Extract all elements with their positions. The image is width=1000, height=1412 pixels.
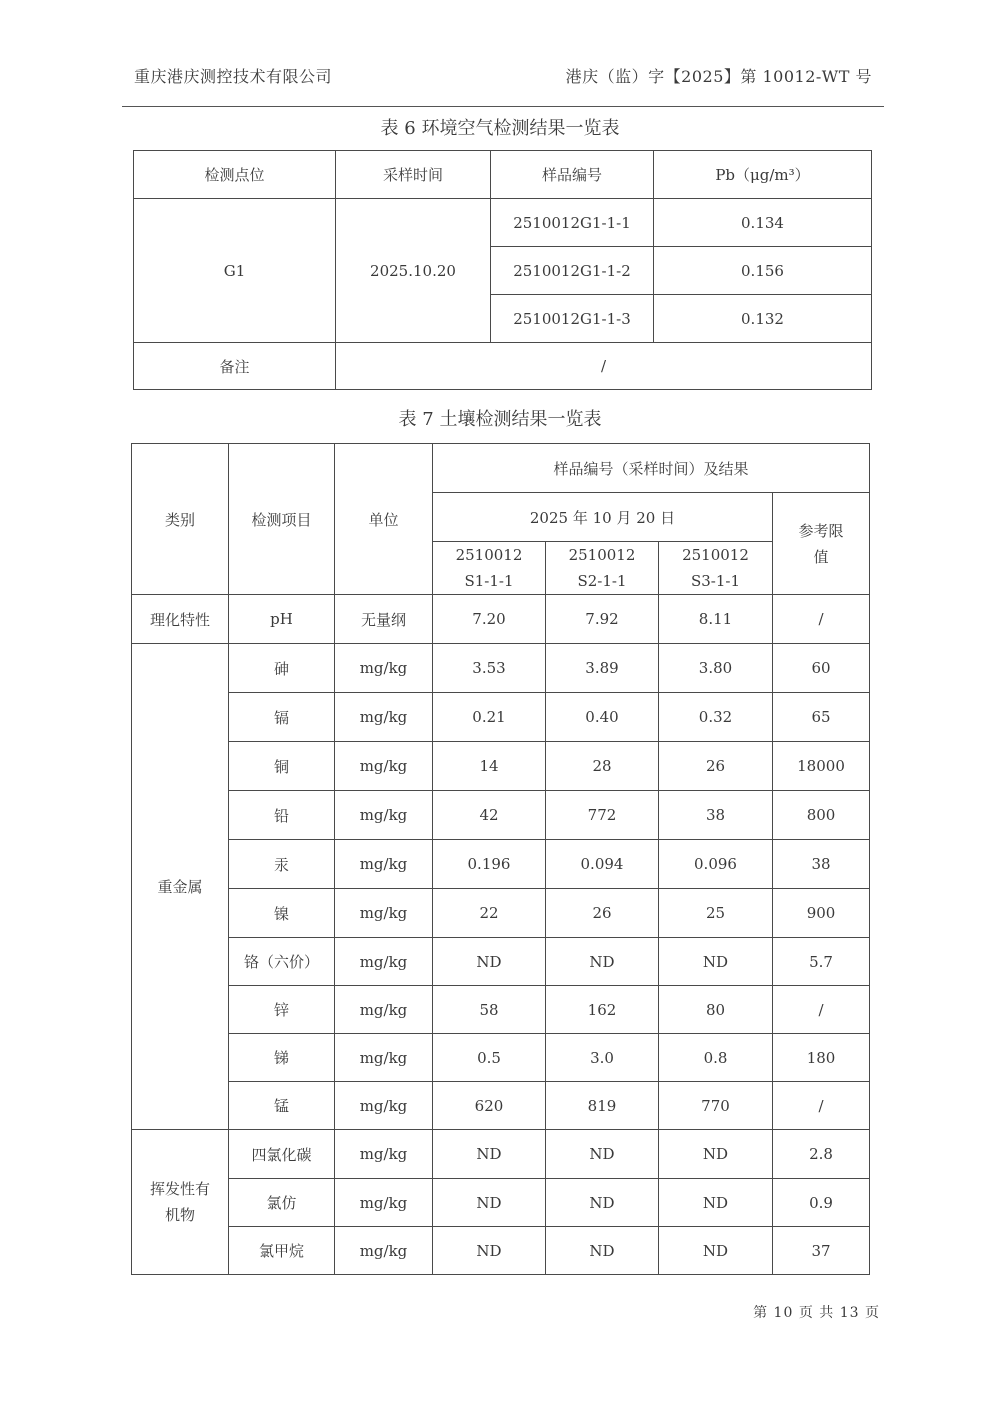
- limit-cell: 18000: [773, 742, 870, 791]
- sample-header-s1: [433, 542, 546, 595]
- value-cell: ND: [546, 938, 659, 986]
- limit-cell: 65: [773, 693, 870, 742]
- sample-header-s2: [546, 542, 659, 595]
- limit-cell: 800: [773, 791, 870, 840]
- value-cell: 14: [433, 742, 546, 791]
- item-cell: 汞: [229, 840, 335, 889]
- item-cell: 四氯化碳: [229, 1130, 335, 1179]
- value-cell: ND: [659, 1179, 773, 1227]
- value-cell: 0.5: [433, 1034, 546, 1082]
- item-cell: 镍: [229, 889, 335, 938]
- col-header-group: 样品编号（采样时间）及结果: [433, 444, 870, 493]
- value-cell: 0.094: [546, 840, 659, 889]
- page-number: 第 10 页 共 13 页: [753, 1305, 880, 1321]
- category-physchem: 理化特性: [132, 595, 229, 644]
- sample-id-line2: S3-1-1: [690, 572, 741, 590]
- item-cell: 氯甲烷: [229, 1227, 335, 1275]
- remark-row: [134, 343, 872, 390]
- value-cell: ND: [433, 1227, 546, 1275]
- value-cell: 772: [546, 791, 659, 840]
- value-cell: 0.32: [659, 693, 773, 742]
- value-cell: ND: [546, 1179, 659, 1227]
- value-cell: 25: [659, 889, 773, 938]
- unit-cell: mg/kg: [335, 644, 433, 693]
- value-cell: ND: [659, 938, 773, 986]
- soil-test-table: [131, 443, 870, 1275]
- value-cell: 42: [433, 791, 546, 840]
- value-cell: 28: [546, 742, 659, 791]
- header-rule: [122, 106, 884, 107]
- table-row: [132, 644, 870, 693]
- unit-cell: mg/kg: [335, 986, 433, 1034]
- value-cell: 770: [659, 1082, 773, 1130]
- limit-cell: /: [773, 595, 870, 644]
- value-cell: 26: [546, 889, 659, 938]
- unit-cell: 无量纲: [335, 595, 433, 644]
- table-row: [132, 1179, 870, 1227]
- item-cell: 镉: [229, 693, 335, 742]
- sample-cell: 2510012G1-1-2: [491, 247, 654, 295]
- value-cell: 26: [659, 742, 773, 791]
- limit-cell: 37: [773, 1227, 870, 1275]
- unit-cell: mg/kg: [335, 938, 433, 986]
- value-cell: ND: [433, 938, 546, 986]
- table-row: [132, 1130, 870, 1179]
- table-row: [132, 1227, 870, 1275]
- limit-cell: /: [773, 986, 870, 1034]
- unit-cell: mg/kg: [335, 889, 433, 938]
- item-cell: pH: [229, 595, 335, 644]
- table-row: [134, 199, 872, 247]
- value-cell: 22: [433, 889, 546, 938]
- table-row: [132, 791, 870, 840]
- unit-cell: mg/kg: [335, 1082, 433, 1130]
- sample-id-line1: 2510012: [568, 546, 636, 564]
- value-cell: ND: [659, 1130, 773, 1179]
- category-voc: [132, 1130, 229, 1275]
- unit-cell: mg/kg: [335, 1179, 433, 1227]
- value-cell: 819: [546, 1082, 659, 1130]
- sample-id-line2: S2-1-1: [577, 572, 627, 590]
- value-cell: 0.8: [659, 1034, 773, 1082]
- sample-header-s3: [659, 542, 773, 595]
- item-cell: 砷: [229, 644, 335, 693]
- unit-cell: mg/kg: [335, 742, 433, 791]
- value-cell: ND: [433, 1130, 546, 1179]
- value-cell: 80: [659, 986, 773, 1034]
- value-cell: 8.11: [659, 595, 773, 644]
- value-cell: 3.53: [433, 644, 546, 693]
- sample-cell: 2510012G1-1-3: [491, 295, 654, 343]
- table-row: [132, 986, 870, 1034]
- value-cell: 7.92: [546, 595, 659, 644]
- col-header-unit: 单位: [335, 444, 433, 595]
- category-metals: 重金属: [132, 644, 229, 1130]
- item-cell: 锑: [229, 1034, 335, 1082]
- sample-cell: 2510012G1-1-1: [491, 199, 654, 247]
- col-header-pb: Pb（μg/m³）: [654, 151, 872, 199]
- item-cell: 锰: [229, 1082, 335, 1130]
- air-test-table: [133, 150, 872, 390]
- value-cell: 7.20: [433, 595, 546, 644]
- limit-header-text: 参考限值: [798, 521, 844, 566]
- item-cell: 氯仿: [229, 1179, 335, 1227]
- value-cell: 58: [433, 986, 546, 1034]
- limit-cell: 60: [773, 644, 870, 693]
- unit-cell: mg/kg: [335, 840, 433, 889]
- col-header-time: 采样时间: [336, 151, 491, 199]
- limit-cell: 5.7: [773, 938, 870, 986]
- table7-caption: 表 7 土壤检测结果一览表: [398, 409, 602, 430]
- unit-cell: mg/kg: [335, 1130, 433, 1179]
- value-cell: ND: [546, 1130, 659, 1179]
- value-cell: 38: [659, 791, 773, 840]
- col-header-category: 类别: [132, 444, 229, 595]
- col-header-point: 检测点位: [134, 151, 336, 199]
- limit-cell: 180: [773, 1034, 870, 1082]
- pb-cell: 0.132: [654, 295, 872, 343]
- table-row: [132, 1082, 870, 1130]
- table6-header-row: [134, 151, 872, 199]
- value-cell: ND: [546, 1227, 659, 1275]
- item-cell: 铬（六价）: [229, 938, 335, 986]
- table-row: [132, 693, 870, 742]
- item-cell: 锌: [229, 986, 335, 1034]
- table-row: [132, 595, 870, 644]
- unit-cell: mg/kg: [335, 1227, 433, 1275]
- sample-id-line1: 2510012: [682, 546, 749, 564]
- voc-label-line1: 挥发性有: [149, 1180, 210, 1198]
- value-cell: 620: [433, 1082, 546, 1130]
- unit-cell: mg/kg: [335, 1034, 433, 1082]
- point-cell: G1: [134, 199, 336, 343]
- pb-cell: 0.156: [654, 247, 872, 295]
- item-cell: 铅: [229, 791, 335, 840]
- value-cell: 0.21: [433, 693, 546, 742]
- value-cell: ND: [659, 1227, 773, 1275]
- limit-cell: /: [773, 1082, 870, 1130]
- limit-cell: 900: [773, 889, 870, 938]
- pb-cell: 0.134: [654, 199, 872, 247]
- col-header-item: 检测项目: [229, 444, 335, 595]
- value-cell: 0.196: [433, 840, 546, 889]
- company-name: 重庆港庆测控技术有限公司: [134, 67, 333, 86]
- value-cell: 3.89: [546, 644, 659, 693]
- unit-cell: mg/kg: [335, 693, 433, 742]
- value-cell: 3.80: [659, 644, 773, 693]
- col-header-sample: 样品编号: [491, 151, 654, 199]
- table-row: [132, 1034, 870, 1082]
- value-cell: 3.0: [546, 1034, 659, 1082]
- value-cell: ND: [433, 1179, 546, 1227]
- table7-header-row: [132, 444, 870, 493]
- limit-cell: 0.9: [773, 1179, 870, 1227]
- value-cell: 162: [546, 986, 659, 1034]
- sample-id-line1: 2510012: [455, 546, 523, 564]
- item-cell: 铜: [229, 742, 335, 791]
- unit-cell: mg/kg: [335, 791, 433, 840]
- table-row: [132, 889, 870, 938]
- table-row: [132, 840, 870, 889]
- voc-label-line2: 机物: [164, 1206, 195, 1224]
- table6-caption: 表 6 环境空气检测结果一览表: [380, 118, 620, 139]
- remark-value: /: [336, 343, 872, 390]
- col-header-limit: [773, 493, 870, 595]
- report-number: 港庆（监）字【2025】第 10012-WT 号: [565, 67, 872, 86]
- sample-id-line2: S1-1-1: [464, 572, 514, 590]
- table-row: [132, 938, 870, 986]
- limit-cell: 38: [773, 840, 870, 889]
- table-row: [132, 742, 870, 791]
- remark-label: 备注: [134, 343, 336, 390]
- value-cell: 0.40: [546, 693, 659, 742]
- value-cell: 0.096: [659, 840, 773, 889]
- date-cell: 2025.10.20: [336, 199, 491, 343]
- col-header-date: 2025 年 10 月 20 日: [433, 493, 773, 542]
- limit-cell: 2.8: [773, 1130, 870, 1179]
